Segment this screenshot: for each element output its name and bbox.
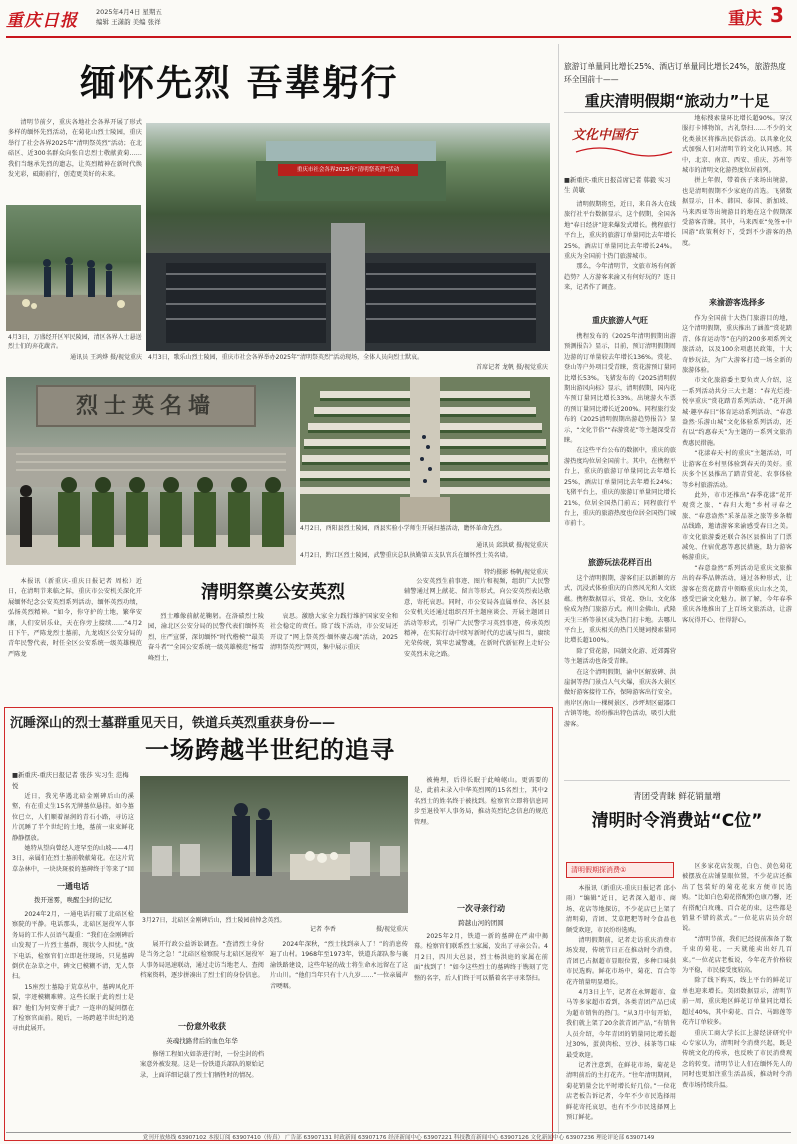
photo-jingangbei-tomb bbox=[140, 776, 408, 913]
story4-sub3: 来渝游客选择多 bbox=[709, 298, 765, 307]
photo4-caption bbox=[300, 551, 548, 569]
masthead bbox=[0, 0, 797, 38]
story3-p1: 近日，我光华遇北碚金刚碑后山的溪壑，有在重丈生15名无牌墓位悬挂。如今墓位已立，人们顺着湿润的青石小路，寻访这片沉睡了半个世纪的土地，墓前一束束鲜花静静摆放。 bbox=[12, 793, 134, 842]
photo-cemetery-aerial bbox=[300, 377, 550, 522]
story3-sub2: 一份意外收获 bbox=[178, 1022, 226, 1031]
story5-tag-text: 清明假期探消费① bbox=[571, 866, 627, 874]
story3-p4: 15座烈士墓隐于荒草丛中，墓碑风化开裂，字迹模糊难辨。这些长眠于此的烈士是谁？他们为何安葬于此？一连串的疑问摆在了检察官面前。随后，一场跨越半世纪的追寻由此展开。 bbox=[12, 983, 134, 1033]
story2-col4-text: 公安英烈生前事迹、图片和视频，组织广大民警辅警通过网上献花、留言等形式，向公安英烈表达敬意，寄托哀思。同时，市公安局各直属单位、各区县公安机关还通过组织召开主题座谈会、开展主题团日活动等形式，引导广大民警学习英烈事迹，传承英烈精神，在实际行动中续写新时代的忠诚与担当，赓续光荣传统，筑牢忠诚警魂，在新时代新征程上走好公安英烈未竟之路。 bbox=[404, 578, 550, 658]
story3-col4 bbox=[414, 776, 548, 900]
story4-col2b bbox=[682, 314, 792, 750]
story3-kicker: 沉睡深山的烈士墓群重见天日，铁道兵英烈重获身份—— bbox=[10, 716, 336, 731]
story3-sub3b: 跨越山河的团圆 bbox=[458, 919, 504, 927]
footer-rule bbox=[6, 1132, 791, 1133]
soldiers-illustration bbox=[6, 437, 296, 565]
photo-martyr-name-wall bbox=[6, 377, 296, 565]
story2-col1-text: 本报讯（新重庆-重庆日报记者 周松）近日，在清明节来临之际，重庆市公安机关深化开展缅怀纪念公安英烈系列活动，缅怀英烈功绩，弘扬英烈精神。“如今，你守护的土地，繁华安康，人们安居乐业，天在你旁上接续……”4月2日下午，严陈龙烈士墓前，九龙坡区公安分局的青年民警代表，时任全区公安系统一级英雄模范严陈龙 bbox=[8, 578, 142, 658]
story1-lead-text: 清明节前夕，重庆各地社会各界开展了形式多样的缅怀先烈活动，在菊花山烈士陵园，重庆举行了社会各界2025年“清明祭英烈”活动；在北碚区、近300名群众向张自忠烈士敬献黄菊……我们当继承先烈的遗志，让英烈精神在新时代焕发光彩，砥砺前行，创造更美好的未来。 bbox=[8, 119, 142, 179]
section-name: 重庆 bbox=[728, 9, 762, 29]
story3-sub2b: 英魂找路背后的血色年华 bbox=[166, 1037, 238, 1045]
story5-p4: 记者注意到，在鲜花市场，菊花是清明前后的主打花卉。“往年清明期间，菊花销量会比平时增长好几倍。”一位花店老板告诉记者，今年不少市民选择用鲜花寄托哀思，也有不少市民选择网上预订鲜花。 bbox=[566, 1061, 676, 1121]
culture-logo-flourish bbox=[574, 144, 674, 160]
story4-p2: 那么，今年清明节，文旅市场有何新趋势？人方游客来渝又有何好玩的？连日来，记者作了调查。 bbox=[564, 263, 676, 292]
story3-sub1: 一通电话 bbox=[57, 882, 89, 891]
stele-title: 烈士英名墙 bbox=[75, 393, 216, 419]
photo5-caption: 3月27日，北碚区金刚碑后山，烈士陵园前悼念英烈。 bbox=[142, 917, 286, 924]
tomb-scene-illustration bbox=[140, 776, 408, 913]
story5-top-rule bbox=[564, 780, 790, 781]
photo3-credit: 通讯员 邱洪斌 摄/视觉重庆 bbox=[476, 542, 548, 549]
story2-col3-text: 哀思。激励大家全力践行维护国家安全和社会稳定的责任。除了线下活动，市公安局还开设了“网上祭英烈·缅怀赓志魂”活动，2025清明祭英烈“网页，集中展示重庆 bbox=[270, 613, 398, 652]
story5-col1 bbox=[566, 884, 676, 1136]
issue-date: 2025年4月4日 星期五 bbox=[96, 8, 162, 16]
story3-mid2: 修缮工程如火如荼进行时，一份尘封的档案意外被发现。这是一份铁道兵部队的原始记录，上面详细记载了烈士们牺牲时的情况。 bbox=[140, 1051, 264, 1079]
story5-col2a: 区多家花店发现，白色、黄色菊花被摆放在店铺显眼位置，不少花店还推出了包装好的菊花花束方便市民选购。“比如白色菊花搭配粉色康乃馨，还有搭配白玫瑰、百合花的束，这些都是销量不错的款式。”一位花店店员介绍说。 bbox=[682, 863, 792, 933]
story2-column-2 bbox=[148, 612, 264, 704]
story4-col3a: 在这个清明假期，渝中区解放碑、洪崖洞等热门景点人气火爆，重庆各大景区做好游客接待工作，保障游客出行安全。南岸区南山一棵树景区、沙坪坝区磁器口古镇等地，纷纷推出特色活动，吸引大批游客。 bbox=[564, 668, 676, 728]
photo2-caption bbox=[148, 353, 548, 363]
ceremony-crowd-illustration bbox=[146, 123, 550, 351]
story4-col2a bbox=[682, 114, 792, 294]
story3-byline: ■新重庆-重庆日报记者 张莎 实习生 范梅悦 bbox=[12, 771, 129, 790]
story2-column-3 bbox=[270, 612, 398, 704]
story4-col2c-text: 作为全国前十大热门旅游目的地，这个清明假期，重庆推出了涵盖“赏花踏青、体育运动等”在内的200多项系列文旅活动，以及100余项惠民政策，十大奇妙玩法，为广大游客打造一场全新的旅游体验。 bbox=[682, 315, 792, 375]
story4-col2f-text: 此外，市市还推出“春季花漾”花开观赏之旅、“春归大地”乡村寻春之旅、“春意盎然”采茶品茶之旅等多条精品线路，邀请游客来渝感受春日之美。市文化旅游委还联合各区县推出了门票减免、住宿优惠等惠民措施，助力游客畅游重庆。 bbox=[682, 491, 792, 562]
story4-headline: 重庆清明假期“旅动力”十足 bbox=[584, 92, 770, 110]
photo1-caption-text: 4月3日，万盛经开区军民陵园，清区各界人士悬送烈士们的弃花蔬音。 bbox=[8, 334, 142, 350]
story4-col2a-text: 地标搜索量环比增长超90%。穿汉服打卡博物馆，古礼祭扫……不少的文化类景区将推出民俗活动。以具象化仪式加强人们对清明节的文化认同感。其中，北京、南京、西安、重庆、苏州等城市的清明文化游热度位居前列。 bbox=[682, 115, 792, 175]
story4-byline: ■新重庆-重庆日报首席记者 韩毅 实习生 黄敏 bbox=[564, 177, 671, 195]
story4-sub1: 重庆旅游人气旺 bbox=[592, 316, 648, 325]
story4-col2e-text: “花漾春天·村的重庆”主题活动，可让游客在乡村里体验到春天的美好。重庆多个区县推出了踏青赏花、农事体验等乡村旅游活动。 bbox=[682, 450, 792, 489]
story3-col4b bbox=[414, 932, 548, 1136]
story4-col3b-text: “春意盎然”系列活动是重庆文旅推出的春季品牌活动，通过各种形式，让游客在赏花踏青中领略重庆山水之美，感受巴渝文化魅力。据了解，今年春季重庆各地推出了上百场文旅活动，让游客玩得开心、住得舒心。 bbox=[682, 564, 792, 624]
story4-col2d-text: 市文化旅游委主要负责人介绍，这一系列活动共分三大主题：“春光烂漫·悦享重庆”赏花踏青系列活动、“花开满城·趣享春日”体育运动系列活动、“春意盎然·乐游山城”文化体验系列活动，还有以“约惠春天”为主题的一系列文旅消费惠民措施。 bbox=[682, 377, 792, 447]
story3-p3: 2024年2月，一通电话打破了北碚区检察院的平静。电话那头，北碚区退役军人事务局的工作人员语气凝重：“我们在金刚碑后山发现了一片烈士墓群，现状令人担忧。”放下电话，检察官们立即赶往现场，只见墓碑倒伏在杂草之中，碑文已模糊不清，无人祭扫。 bbox=[12, 911, 134, 981]
story3-col3a: 2024年深秋，“烈士找到亲人了！”的消息传遍了山村。1968年至1973年，铁道兵部队参与襄渝铁路建设，这些年轻的战士将生命永远留在了这片山川。“他们当年只有十八九岁……”一位亲属声音哽咽。 bbox=[270, 941, 408, 990]
story4-col1b bbox=[564, 332, 676, 554]
masthead-rule bbox=[6, 36, 791, 38]
newspaper-logo: 重庆日报 bbox=[6, 11, 78, 31]
photo4-credit: 特约摄影 杨帆/视觉重庆 bbox=[484, 569, 548, 576]
photo-wansheng-cemetery bbox=[6, 205, 141, 331]
story5-p2: 清明假期前，记者走访重庆消费市场发现，传统节日正在推动时令消费。青团已占据超市显眼位置，多种口味供市民选购。鲜花市场中，菊花、百合等花卉销量明显增长。 bbox=[566, 937, 676, 986]
story3-col1b bbox=[12, 910, 134, 1136]
right-column-divider bbox=[558, 44, 559, 1134]
story4-p6: 除了赏花游，国潮文化游、近郊露营等主题活动也备受青睐。 bbox=[564, 647, 676, 666]
story3-col4a: 被掩埋，后得长眠于此崎岖山。更需要的是，此前未录入中华英烈网的15名烈士，其中2名烈士的姓名终于被找到。检察官立即将信息同步至退役军人事务局，推动英烈纪念信息的规范管理。 bbox=[414, 777, 548, 826]
story4-lead: 旅游订单量同比增长25%、酒店订单量同比增长24%，旅游热度环全国前十—— bbox=[564, 62, 786, 84]
story4-p1: 清明假期将至，近日，来自各大在线旅行社平台数据显示，这个假期，全国各地“春日经济”迎来爆发式增长。携程旅行平台上，重庆的旅游订单量同比去年增长25%，酒店订单量同比去年增长24%。重庆为全国前十热门旅游城市。 bbox=[564, 201, 676, 261]
story4-p5: 这个清明假期，游客们正以新颖的方式，沉浸式体验重庆的自然风光和人文底蕴。携程数据显示，赏花、登山、文化体验成为热门旅游方式。南川金佛山、武隆天生三桥等景区成为热门打卡地。去哪儿平台上，重庆相关的热门关键词搜索量同比增长超100%。 bbox=[564, 575, 676, 645]
photo1-credit: 通讯员 王鸿烨 摄/视觉重庆 bbox=[70, 354, 142, 361]
photo2-credit: 首席记者 龙帆 摄/视觉重庆 bbox=[476, 364, 548, 371]
story3-col4b-text: 2025年2月，铁道一新的墓碑在严肃中揭幕。检察官们联系烈士家属，发出了寻亲公告。4月2日，四川大邑县，烈士杨洪庭的家属在前面“找到了！”如今这些烈士的墓碑终于镌刻了完整的名字，后人们终于可以循着名字寻来祭扫。 bbox=[414, 933, 548, 982]
page-number: 3 bbox=[770, 3, 784, 27]
story4-rule bbox=[564, 112, 790, 113]
story3-col2b bbox=[140, 1050, 264, 1136]
story5-col2b: “清明节前，我们已经提前准备了数千束的菊花，一天就能卖出好几百束。”一位花店老板说，今年花卉价格较为平稳，市民接受度较高。 bbox=[682, 935, 792, 975]
story5-col2c: 除了线下购买，线上平台的鲜花订单也迎来增长。美团数据显示，清明节前一周，重庆地区鲜花订单量同比增长超过40%，其中菊花、百合、马蹄莲等花卉订单较多。 bbox=[682, 977, 792, 1027]
photo-wansheng-illustration bbox=[6, 205, 141, 331]
story3-col1 bbox=[12, 792, 134, 874]
story3-mid1: 展开行政公益诉讼调查。“查清烈士身份是当务之急！”北碚区检察院与北碚区退役军人事务局迅速联动，通过走访当地老人、查阅档案资料，逐步拼凑出了烈士们的身份信息。 bbox=[140, 941, 264, 980]
story2-headline: 清明祭奠公安英烈 bbox=[201, 582, 345, 603]
story3-sub3: 一次寻亲行动 bbox=[457, 904, 505, 913]
story5-col2 bbox=[682, 862, 792, 1136]
story2-column-1 bbox=[8, 577, 142, 703]
story3-col3 bbox=[270, 940, 408, 1136]
story4-p4: 在这些平台公布的数据中，重庆的旅游热度均位居全国前十。其中，在携程平台上，重庆的旅游订单量同比去年增长25%，酒店订单量同比去年增长24%；飞猪平台上，重庆的旅游订单量同比增长21%，位居全国热门前五；同程旅行平台上，重庆的旅游热度也位居全国热门城市前十。 bbox=[564, 447, 676, 528]
story3-p2: 她特从望向曾经人迹罕至的山坡——4月3日，亲属们在烈士墓前敬献菊花。在这片荒草杂林中，一块块斑驳的墓碑终于等来了“回 bbox=[12, 845, 134, 873]
story4-col2b-text: 拼上年假，带着孩子来场出境游，也是清明假期不少家庭的首选。飞猪数据显示，日本、韩国、泰国、新加坡、马来西亚等出境游目的地在这个假期深受游客青睐。其中，马来西亚“免签+中国游”政策利好下，受到不少游客的热度。 bbox=[682, 177, 792, 247]
story3-headline: 一场跨越半世纪的追寻 bbox=[145, 735, 395, 764]
ceremony-banner: 重庆市社会各界2025年“清明祭英烈”活动 bbox=[278, 164, 418, 176]
story4-p3: 携程发布的《2025年清明假期出游预测报告》显示，目前，预订清明假期周边游的订单量较去年增长136%。赏花、登山等户外项目受青睐，赏花游预订量同比增长53%。飞猪发布的《2025清明假期出游风向标》显示，清明假期，国内花车预订量同比增长33%。出境游火车票的预订量同比增长近200%。同程旅行发布的《2025清明假期出游趋势报告》显示，“文化节俗”“春游赏花”等主题深受青睐。 bbox=[564, 333, 676, 445]
story3-sub1b: 拨开迷雾，唤醒尘封的记忆 bbox=[34, 896, 112, 904]
story5-kicker: 青团受青睐 鲜花销量增 bbox=[633, 792, 721, 802]
photo3-caption-text: 4月2日，酉阳县烈士陵园，酉县实验小学师生开展扫墓活动，瞻怀革命先烈。 bbox=[300, 525, 506, 532]
footer-hotlines: 党刊开放热线 63907102 本报订阅 63907410（传真） 广告部 63907131 时政新闻 63907176 经济新闻中心 63907221 科技教育新闻中心 63907126 文化新闻中心 63907236 理论评论部 63907149 bbox=[142, 1135, 655, 1141]
story4-col1a bbox=[564, 200, 676, 312]
photo3-caption bbox=[300, 524, 548, 542]
photo2-caption-text: 4月3日，歌乐山烈士陵园，重庆市社会各界举办2025年“清明祭英烈”活动现场，全体人员向烈士默哀。 bbox=[148, 354, 424, 361]
story5-headline: 清明时令消费站“C位” bbox=[591, 811, 763, 831]
culture-logo bbox=[570, 118, 680, 166]
story5-p3: 4月3日上午，记者在永辉超市、盒马等多家超市看到，各类青团产品已成为超市销售的热门。“从3月中旬开始，我们就上架了20余款青团产品，”有销售人员介绍，今年青团的销量同比增长超过30%，蛋黄肉松、豆沙、抹茶等口味最受欢迎。 bbox=[566, 989, 676, 1059]
story5-col2d: 重庆工商大学长江上游经济研究中心专家认为，清明时令消费兴起，既是传统文化的传承，也反映了市民消费观念的转变。清明节让人们在缅怀先人的同时也更加注重生活品质，推动时令消费市场持续升温。 bbox=[682, 1029, 792, 1089]
story4-col1c bbox=[564, 574, 676, 750]
photo1-caption bbox=[8, 333, 142, 353]
photo5-credit: 记者 李香 bbox=[310, 926, 336, 933]
photo-geleshan-ceremony bbox=[146, 123, 550, 351]
story2-col2-text: 烈士雕像前献花鞠躬。在洛碛烈士陵园，渝北区公安分局的民警代表们缅怀英烈，庄严宣誓，深切缅怀“时代楷模”“最美奋斗者”“全国公安系统一级英雄模范”杨雪峰烈士， bbox=[148, 613, 264, 662]
story5-tag bbox=[566, 862, 674, 878]
story5-p1: 本报讯（新重庆-重庆日报记者 邱小雨）“编辑”近日，记者深入超市、商场、花店等地探访，不少花店已上架了清明菊，青团、艾草粑粑等时令食品也颇受欢迎，市民纷纷选购。 bbox=[566, 885, 676, 934]
page-editors: 编辑 王潇韵 美编 张祥 bbox=[96, 18, 161, 26]
story3-col2 bbox=[140, 940, 264, 1018]
story1-lead bbox=[8, 118, 142, 198]
story4-sub2: 旅游玩法花样百出 bbox=[588, 558, 652, 567]
photo5-credit2: 摄/视觉重庆 bbox=[375, 926, 408, 933]
cemetery-rows-illustration bbox=[300, 377, 550, 522]
story2-column-4 bbox=[404, 577, 550, 704]
culture-logo-text: 文化中国行 bbox=[572, 128, 638, 143]
story1-headline: 缅怀先烈 吾辈躬行 bbox=[80, 62, 399, 104]
photo4-caption-text: 4月2日，黔江区烈士陵园，武警重庆总队执勤第五支队官兵在缅怀烈士英名墙。 bbox=[300, 552, 512, 559]
